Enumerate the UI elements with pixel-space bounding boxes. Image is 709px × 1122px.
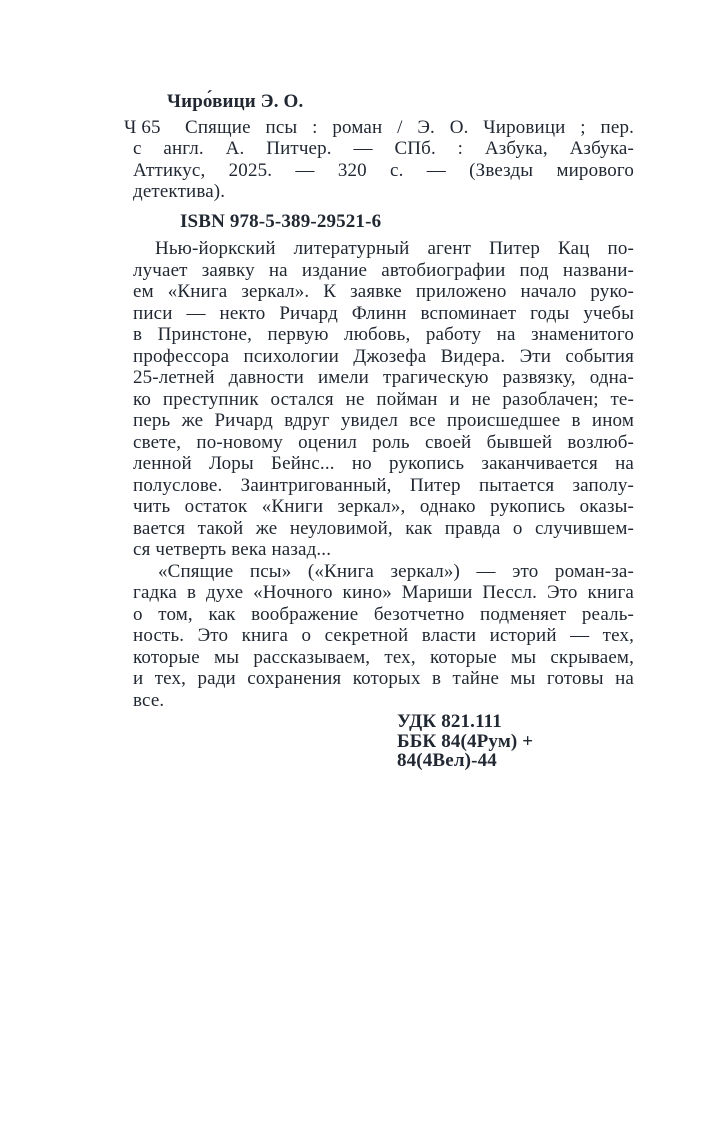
udk-code: УДК 821.111	[397, 711, 502, 732]
bib-record-line: с англ. А. Питчер. — СПб. : Азбука, Азбука-	[133, 138, 634, 159]
annotation-line: ся четверть века назад...	[133, 539, 332, 560]
annotation-line: гадка в духе «Ночного кино» Мариши Пессл. Это книга	[133, 582, 634, 603]
annotation-line: Нью-йоркский литературный агент Питер Кац по-	[155, 238, 634, 259]
annotation-line: свете, по-новому оценил роль своей бывшей возлюб-	[133, 431, 634, 453]
bib-record-line: Спящие псы : роман / Э. О. Чировици ; пер.	[185, 116, 634, 138]
annotation-line: о том, как воображение безотчетно подменяет реаль-	[133, 603, 634, 625]
annotation-line: которые мы рассказываем, тех, которые мы скрываем,	[133, 646, 634, 668]
annotation-line: ем «Книга зеркал». К заявке приложено начало руко-	[133, 281, 634, 302]
annotation-line: полуслове. Заинтригованный, Питер пытается заполу-	[133, 474, 634, 496]
bbk-code: ББК 84(4Рум) + 84(4Вел)-44	[397, 730, 534, 771]
annotation-line: профессора психологии Джозефа Видера. Эти события	[133, 345, 634, 367]
annotation-line: вается такой же неуловимой, как правда о случившем-	[133, 517, 634, 539]
annotation-line: «Спящие псы» («Книга зеркал») — это роман-за-	[158, 560, 634, 582]
classification-code: Ч 65	[124, 116, 161, 138]
annotation-line: чить остаток «Книги зеркал», однако рукопись оказы-	[133, 496, 634, 517]
annotation-line: 25-летней давности имели трагическую развязку, одна-	[133, 367, 634, 388]
catalog-card	[124, 91, 634, 771]
author-heading: Чиро́вици Э. О.	[167, 91, 304, 112]
annotation-line: лучает заявку на издание автобиографии под названи-	[133, 259, 634, 281]
annotation-line: перь же Ричард вдруг увидел все происшедшее в ином	[133, 410, 634, 431]
bib-record-line: Аттикус, 2025. — 320 с. — (Звезды мирового	[133, 159, 634, 181]
annotation-line: в Принстоне, первую любовь, работу на знаменитого	[133, 324, 634, 345]
annotation-line: и тех, ради сохранения которых в тайне мы готовы на	[133, 668, 634, 689]
annotation-line: ленной Лоры Бейнс... но рукопись заканчивается на	[133, 453, 634, 474]
bib-record-line: детектива).	[133, 181, 226, 202]
isbn: ISBN 978-5-389-29521-6	[180, 210, 382, 232]
annotation-line: писи — некто Ричард Флинн вспоминает годы учебы	[133, 302, 634, 324]
annotation-paragraph-2	[133, 561, 634, 712]
annotation-line: ко преступник остался не пойман и не разоблачен; те-	[133, 388, 634, 410]
annotation-paragraph-1	[133, 238, 634, 561]
classification-codes	[397, 712, 634, 771]
annotation-line: ность. Это книга о секретной власти историй — тех,	[133, 625, 634, 646]
bibliographic-record	[124, 116, 634, 203]
annotation-line: все.	[133, 689, 165, 711]
